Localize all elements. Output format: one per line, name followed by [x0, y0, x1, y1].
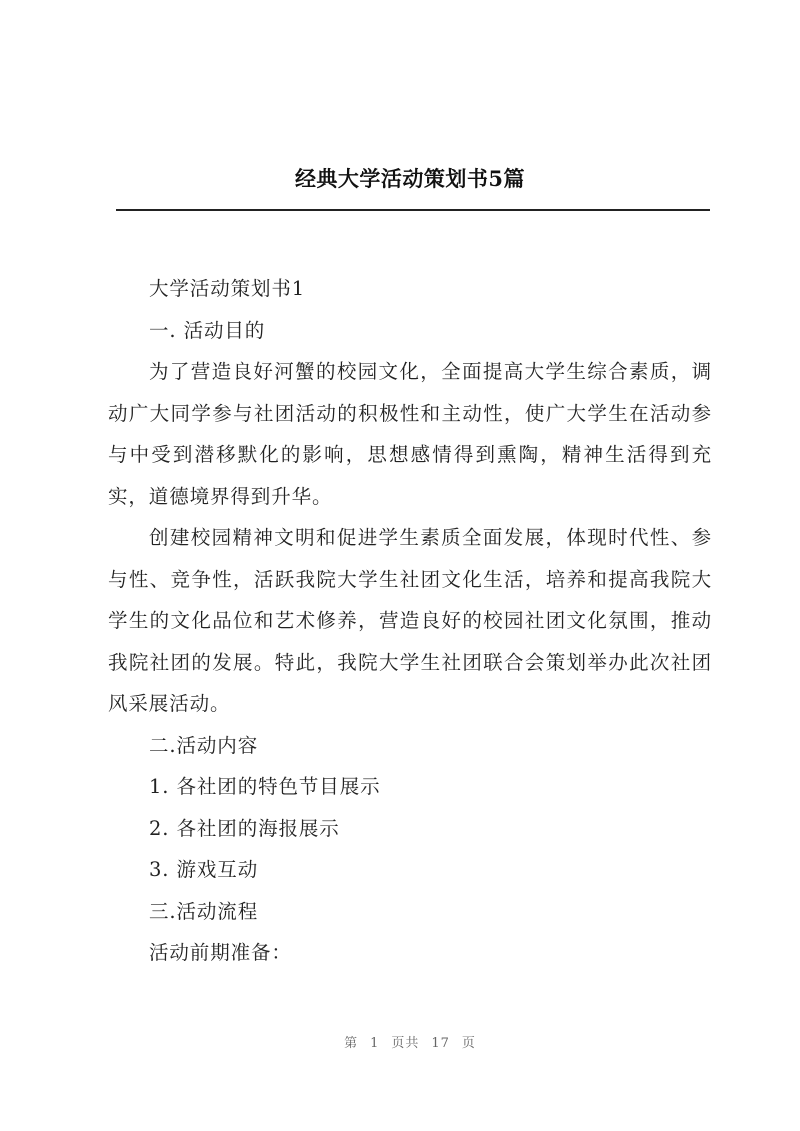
- section-heading: 大学活动策划书1: [149, 277, 306, 300]
- page-footer: [0, 1032, 800, 1051]
- list-item: 1. 各社团的特色节目展示: [149, 775, 381, 798]
- document-body: [108, 268, 712, 974]
- footer-current-page: 1: [370, 1036, 380, 1051]
- footer-label-of: 页共: [391, 1036, 420, 1051]
- document-title: 经典大学活动策划书5篇: [294, 166, 526, 191]
- list-item: 2. 各社团的海报展示: [149, 816, 340, 840]
- footer-label-page: 第: [344, 1036, 359, 1051]
- title-divider: [116, 209, 710, 211]
- subsection-heading: 三.活动流程: [149, 899, 259, 923]
- subsection-heading: 一. 活动目的: [149, 318, 266, 342]
- footer-total-pages: 17: [431, 1036, 450, 1051]
- footer-label-end: 页: [461, 1036, 476, 1051]
- body-paragraph: 创建校园精神文明和促进学生素质全面发展，体现时代性、参与性、竞争性，活跃我院大学生社团文化生活，培养和提高我院大学生的文化品位和艺术修养，营造良好的校园社团文化氛围，推动我院社团的发展。特此，我院大学生社团联合会策划举办此次社团风采展活动。: [108, 526, 712, 715]
- subsection-heading: 二.活动内容: [149, 733, 259, 757]
- body-paragraph: 活动前期准备：: [149, 941, 292, 964]
- list-item: 3. 游戏互动: [149, 858, 259, 881]
- body-paragraph: 为了营造良好河蟹的校园文化，全面提高大学生综合素质，调动广大同学参与社团活动的积极性和主动性，使广大学生在活动参与中受到潜移默化的影响，思想感情得到熏陶，精神生活得到充实，道德境界得到升华。: [108, 360, 712, 508]
